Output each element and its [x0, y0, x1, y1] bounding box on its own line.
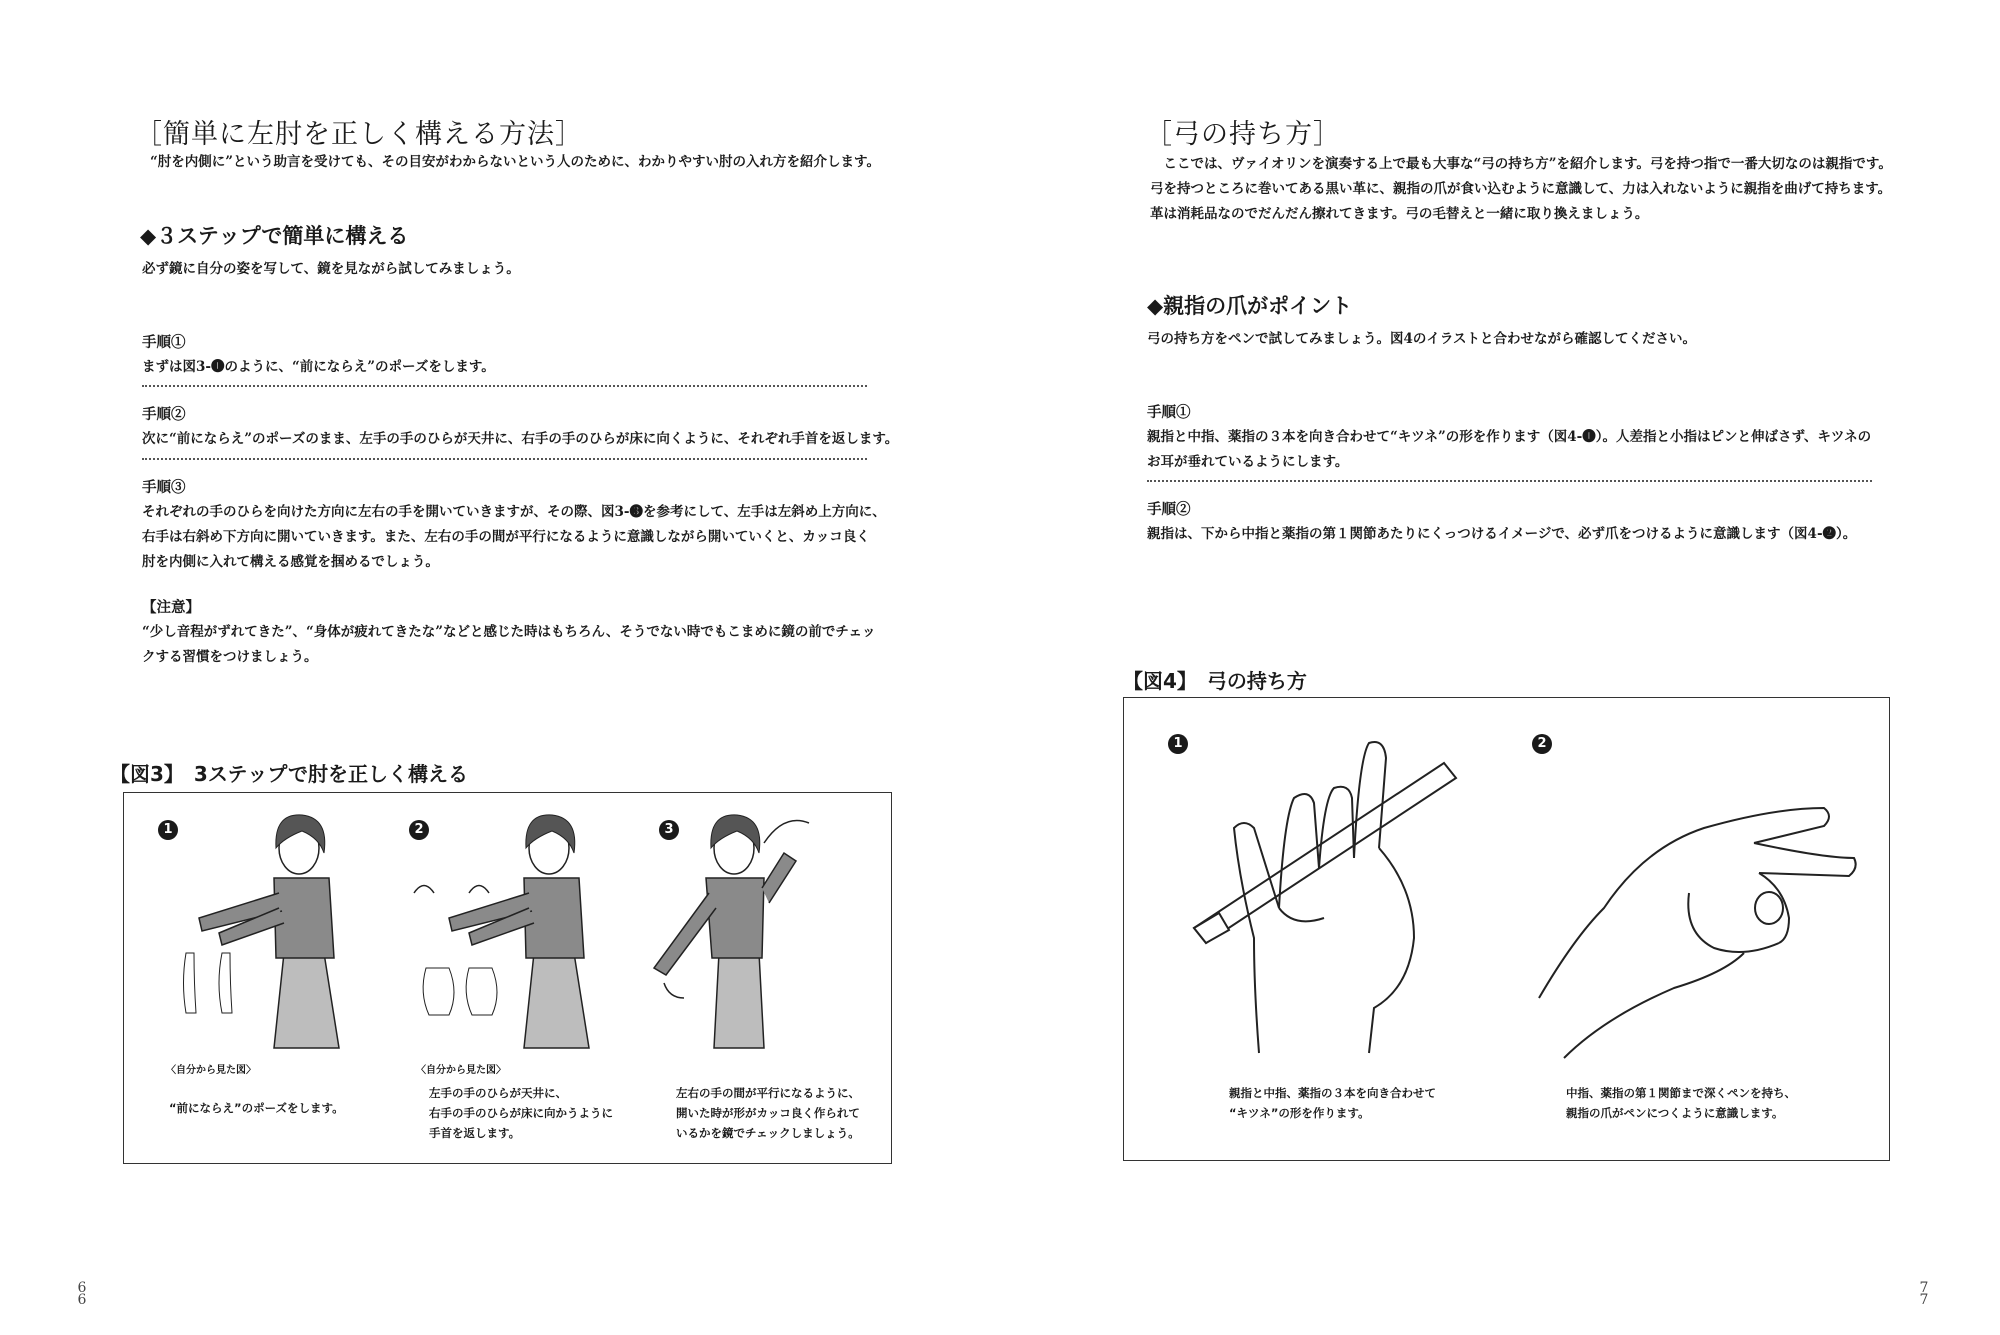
subheading: ◆３ステップで簡単に構える [140, 223, 409, 248]
step-label: 手順③ [142, 479, 186, 496]
panel-caption: 左右の手の間が平行になるように、 開いた時が形がカッコ良く作られて いるかを鏡でチェックしましょう。 [676, 1086, 860, 1140]
figure-box [123, 792, 892, 1164]
subheading-intro: 弓の持ち方をペンで試してみましょう。図4のイラストと合わせながら確認してください。 [1147, 331, 1696, 347]
page-number: 7 7 [1919, 1280, 1929, 1308]
panel-caption: 親指と中指、薬指の３本を向き合わせて “キツネ”の形を作ります。 [1229, 1086, 1436, 1120]
section-title: ［弓の持ち方］ [1145, 119, 1341, 150]
step-text: それぞれの手のひらを向けた方向に左右の手を開いていきますが、その際、図3-❸を参考にして、左手は左斜め上方向に、 [142, 504, 886, 520]
step-label: 手順② [1147, 501, 1191, 518]
step-text: お耳が垂れているようにします。 [1147, 454, 1349, 470]
step-label: 手順① [142, 334, 186, 351]
subheading: ◆親指の爪がポイント [1147, 293, 1353, 318]
step-1 [1147, 400, 1871, 475]
panel-number: 2 [1532, 734, 1552, 754]
step-text: まずは図3-❶のように、“前にならえ”のポーズをします。 [142, 359, 495, 375]
panel-note: 〈自分から見た図〉 [416, 1065, 506, 1076]
panel-number: 3 [659, 820, 679, 840]
note [142, 595, 875, 670]
woman-illustration [624, 793, 884, 1063]
step-2 [142, 402, 898, 452]
step-label: 手順① [1147, 404, 1191, 421]
note-text: “少し音程がずれてきた”、“身体が疲れてきたな”などと感じた時はもちろん、そうでない時でもこまめに鏡の前でチェッ [142, 624, 876, 640]
subheading-intro: 必ず鏡に自分の姿を写して、鏡を見ながら試してみましょう。 [142, 261, 520, 277]
panel-note: 〈自分から見た図〉 [166, 1065, 256, 1076]
step-text: 肘を内側に入れて構える感覚を掴めるでしょう。 [142, 554, 439, 570]
section-title: ［簡単に左肘を正しく構える方法］ [135, 119, 583, 150]
figure-caption: 【図4】 弓の持ち方 [1123, 669, 1307, 693]
panel-number: 1 [158, 820, 178, 840]
panel-caption: 中指、薬指の第１関節まで深くペンを持ち、 親指の爪がペンにつくように意識します。 [1566, 1086, 1796, 1120]
panel-caption: 左手の手のひらが天井に、 右手の手のひらが床に向かうように 手首を返します。 [429, 1086, 613, 1140]
figure-box [1123, 697, 1890, 1161]
step-text: 親指と中指、薬指の３本を向き合わせて“キツネ”の形を作ります（図4-❶）。人差指と小指はピンと伸ばさず、キツネの [1147, 429, 1872, 445]
figure-caption: 【図3】 3ステップで肘を正しく構える [110, 762, 469, 786]
hand-pinch-illustration [1534, 758, 1854, 1058]
panel-caption: “前にならえ”のポーズをします。 [169, 1101, 344, 1115]
divider [142, 385, 867, 387]
step-1 [142, 330, 495, 380]
step-3 [142, 475, 886, 575]
page-number: 6 6 [77, 1280, 87, 1308]
panel-number: 2 [409, 820, 429, 840]
woman-illustration [124, 793, 374, 1063]
hand-holding-pen-illustration [1184, 738, 1514, 1058]
woman-illustration [374, 793, 624, 1063]
note-text: クする習慣をつけましょう。 [142, 649, 318, 665]
divider [1147, 480, 1872, 482]
note-label: 【注意】 [142, 599, 200, 616]
intro-text: ここでは、ヴァイオリンを演奏する上で最も大事な“弓の持ち方”を紹介します。弓を持つ指で一番大切なのは親指です。 弓を持つところに巻いてある黒い革に、親指の爪が食い込むように意識して、力は入れないように親指を曲げて持ちます。 革は消耗品なのでだんだん擦れてきます。弓の毛替えと一緒に取り換えましょう。 [1150, 156, 1892, 222]
panel-number: 1 [1168, 734, 1188, 754]
right-page [1000, 0, 2000, 1335]
step-text: 次に“前にならえ”のポーズのまま、左手の手のひらが天井に、右手の手のひらが床に向くように、それぞれ手首を返します。 [142, 431, 899, 447]
step-text: 右手は右斜め下方向に開いていきます。また、左右の手の間が平行になるように意識しながら開いていくと、カッコ良く [142, 529, 870, 545]
step-label: 手順② [142, 406, 186, 423]
step-text: 親指は、下から中指と薬指の第１関節あたりにくっつけるイメージで、必ず爪をつけるように意識します（図4-❷）。 [1147, 526, 1857, 542]
step-2 [1147, 497, 1856, 547]
intro-text: “肘を内側に”という助言を受けても、その目安がわからないという人のために、わかりやすい肘の入れ方を紹介します。 [150, 154, 880, 170]
divider [142, 458, 867, 460]
